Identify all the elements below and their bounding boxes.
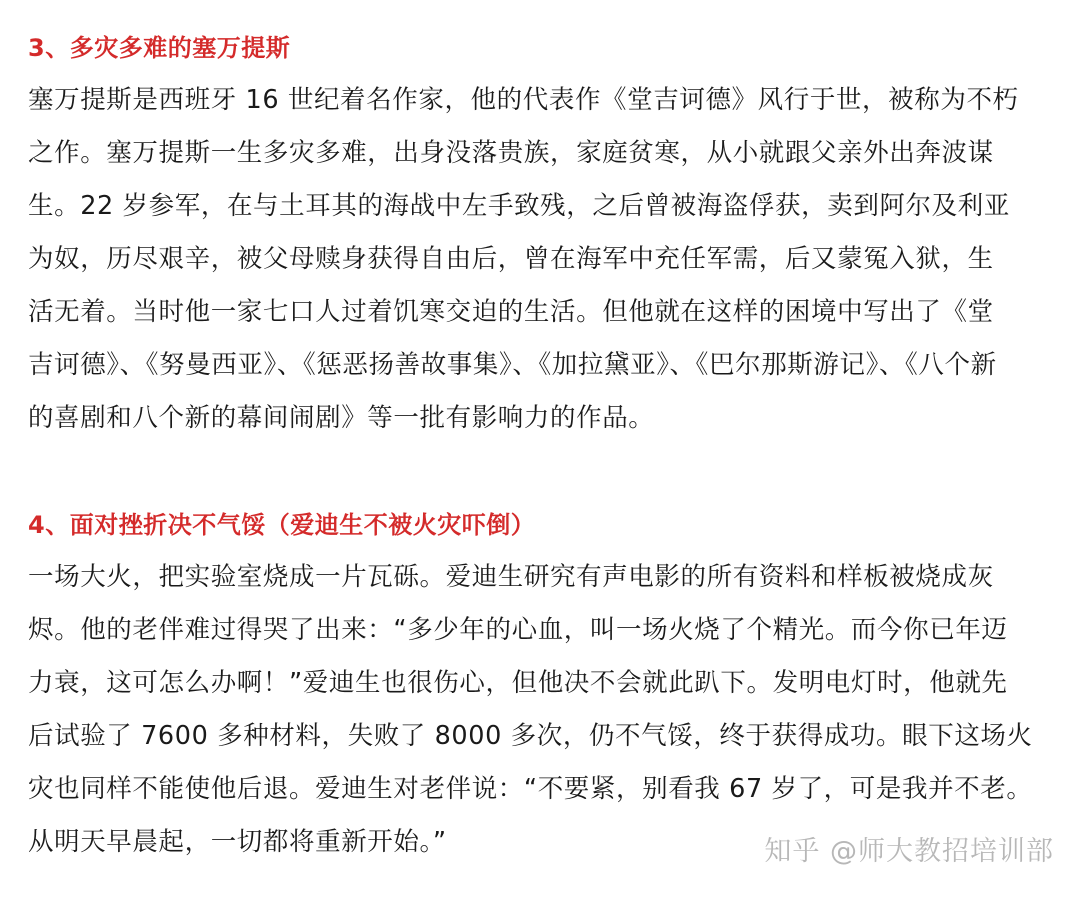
paragraph-line: 为奴，历尽艰辛，被父母赎身获得自由后，曾在海军中充任军需，后又蒙冤入狱，生: [28, 244, 994, 274]
paragraph-line: 塞万提斯是西班牙 16 世纪着名作家，他的代表作《堂吉诃德》风行于世，被称为不朽: [28, 85, 1019, 115]
paragraph-line: 力衰，这可怎么办啊！”爱迪生也很伤心，但他决不会就此趴下。发明电灯时，他就先: [28, 668, 1008, 698]
section-edison: [28, 505, 1058, 869]
paragraph-line: 灾也同样不能使他后退。爱迪生对老伴说：“不要紧，别看我 67 岁了，可是我并不老。: [28, 774, 1033, 804]
section-cervantes: [28, 28, 1058, 445]
section-heading: 4、面对挫折决不气馁（爱迪生不被火灾吓倒）: [28, 511, 536, 539]
paragraph-line: 的喜剧和八个新的幕间闹剧》等一批有影响力的作品。: [28, 403, 655, 433]
paragraph-line: 烬。他的老伴难过得哭了出来：“多少年的心血，叫一场火烧了个精光。而今你已年迈: [28, 615, 1008, 645]
paragraph-line: 之作。塞万提斯一生多灾多难，出身没落贵族，家庭贫寒，从小就跟父亲外出奔波谋: [28, 138, 994, 168]
paragraph-line: 活无着。当时他一家七口人过着饥寒交迫的生活。但他就在这样的困境中写出了《堂: [28, 297, 994, 327]
paragraph-line: 吉诃德》、《努曼西亚》、《惩恶扬善故事集》、《加拉黛亚》、《巴尔那斯游记》、《八个新: [28, 350, 997, 380]
paragraph-line: 一场大火，把实验室烧成一片瓦砾。爱迪生研究有声电影的所有资料和样板被烧成灰: [28, 562, 994, 592]
paragraph-line: 从明天早晨起，一切都将重新开始。”: [28, 827, 447, 857]
zhihu-watermark: 知乎 @师大教招培训部: [764, 836, 1054, 867]
paragraph-line: 生。22 岁参军，在与土耳其的海战中左手致残，之后曾被海盗俘获，卖到阿尔及利亚: [28, 191, 1010, 221]
section-heading: 3、多灾多难的塞万提斯: [28, 34, 291, 62]
paragraph-line: 后试验了 7600 多种材料，失败了 8000 多次，仍不气馁，终于获得成功。眼下这场火: [28, 721, 1033, 751]
